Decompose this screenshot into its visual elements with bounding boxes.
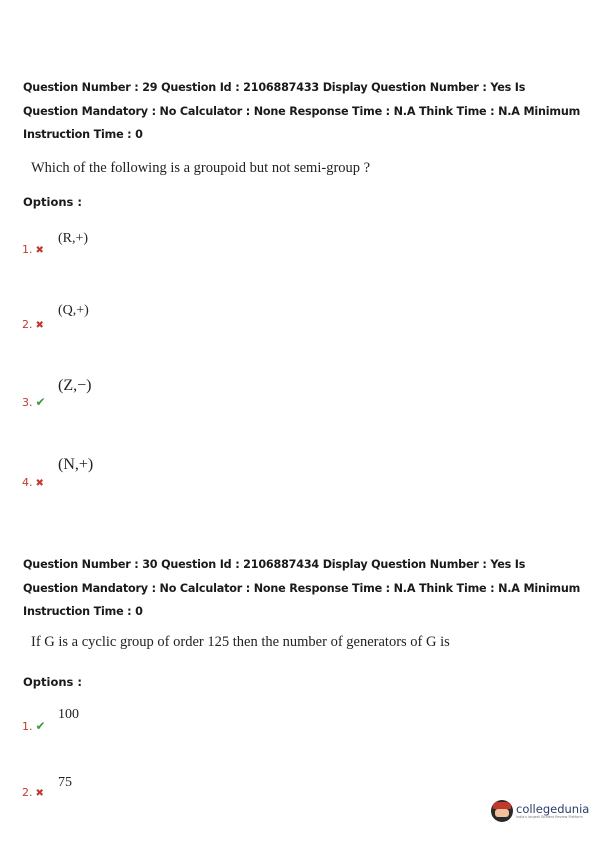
q29-option-4-number: 4. ✖: [22, 476, 44, 489]
q30-option-1-value: 100: [58, 707, 79, 722]
question-29-meta: Question Number : 29 Question Id : 2106887433 Display Question Number : Yes Is Question Mandatory : No Calculator : None Response Time : N.A Think Time : N.A Minimum Instruction Time : 0: [23, 81, 581, 141]
q29-option-3-value: (Z,−): [58, 377, 92, 394]
logo-tagline: India's largest Student Review Platform: [516, 814, 583, 819]
q29-option-1-value: (R,+): [58, 231, 89, 246]
q29-option-3-number: 3. ✔: [22, 395, 46, 409]
collegedunia-logo: [491, 800, 589, 822]
q29-option-2-number: 2. ✖: [22, 318, 44, 331]
correct-check-icon: ✔: [35, 719, 46, 733]
q30-option-2-number: 2. ✖: [22, 786, 44, 799]
q30-option-1-number: 1. ✔: [22, 719, 46, 733]
q29-option-4-value: (N,+): [58, 456, 94, 473]
wrong-mark-icon: ✖: [35, 320, 44, 331]
wrong-mark-icon: ✖: [35, 788, 44, 799]
question-30-options-label: Options :: [23, 675, 82, 689]
mascot-icon: [491, 800, 513, 822]
q30-option-2-value: 75: [58, 775, 72, 790]
wrong-mark-icon: ✖: [35, 478, 44, 489]
wrong-mark-icon: ✖: [35, 245, 44, 256]
correct-check-icon: ✔: [35, 395, 46, 409]
question-30-text: If G is a cyclic group of order 125 then the number of generators of G is: [31, 634, 450, 650]
logo-name: collegedunia: [516, 801, 590, 816]
q29-option-2-value: (Q,+): [58, 303, 89, 318]
question-29-options-label: Options :: [23, 195, 82, 209]
question-29-text: Which of the following is a groupoid but not semi-group ?: [31, 160, 371, 176]
question-30-meta: Question Number : 30 Question Id : 2106887434 Display Question Number : Yes Is Question Mandatory : No Calculator : None Response Time : N.A Think Time : N.A Minimum Instruction Time : 0: [23, 558, 581, 618]
q29-option-1-number: 1. ✖: [22, 243, 44, 256]
